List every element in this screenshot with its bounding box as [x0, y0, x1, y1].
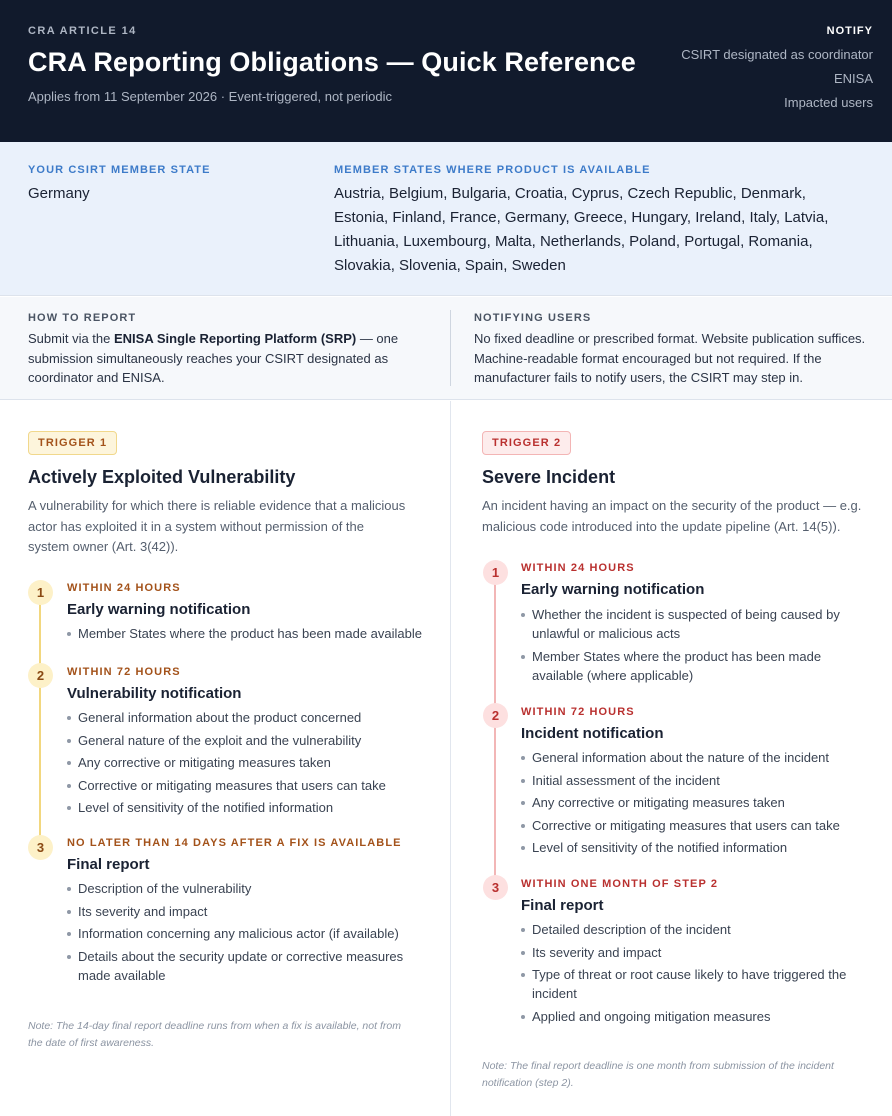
step-items	[521, 605, 866, 688]
list-item: Level of sensitivity of the notified information	[67, 798, 432, 817]
step-deadline: WITHIN 72 HOURS	[67, 666, 181, 678]
step-title: Vulnerability notification	[67, 685, 242, 702]
member-states-value: Austria, Belgium, Bulgaria, Croatia, Cyprus, Czech Republic, Denmark, Estonia, Finland, France, Germany, Greece, Hungary, Ireland, Italy, Latvia, Lithuania, Luxembourg, Malta, Netherlands, Poland, Portugal, Romania, Slovakia, Slovenia, Spain, Sweden	[334, 185, 829, 274]
list-item: Description of the vulnerability	[67, 879, 412, 898]
notifying-users-label: NOTIFYING USERS	[474, 312, 592, 324]
step-items	[67, 708, 432, 821]
step-number: 2	[483, 703, 508, 728]
step-number: 1	[28, 580, 53, 605]
list-item: Any corrective or mitigating measures taken	[521, 793, 866, 812]
trigger-2-note: Note: The final report deadline is one month from submission of the incident notification (step 2).	[482, 1060, 834, 1089]
notify-item: ENISA	[833, 71, 873, 86]
list-item: Its severity and impact	[67, 902, 412, 921]
step-number: 1	[483, 560, 508, 585]
list-item: General nature of the exploit and the vulnerability	[67, 731, 432, 750]
trigger-1-note: Note: The 14-day final report deadline runs from when a fix is available, not from the date of first awareness.	[28, 1020, 401, 1049]
step-number: 3	[28, 835, 53, 860]
section-divider	[450, 310, 451, 386]
step-deadline: WITHIN 24 HOURS	[521, 562, 635, 574]
step-items	[521, 748, 866, 861]
list-item: Details about the security update or corrective measures made available	[67, 947, 412, 985]
page-header	[0, 0, 892, 142]
list-item: Member States where the product has been made available (where applicable)	[521, 647, 866, 685]
step-items	[67, 879, 412, 988]
list-item: Information concerning any malicious actor (if available)	[67, 924, 412, 943]
step-deadline: NO LATER THAN 14 DAYS AFTER A FIX IS AVAILABLE	[67, 837, 402, 849]
list-item: Corrective or mitigating measures that users can take	[67, 776, 432, 795]
step-number: 3	[483, 875, 508, 900]
member-states-label: MEMBER STATES WHERE PRODUCT IS AVAILABLE	[334, 164, 651, 176]
reporting-info-section	[0, 297, 892, 400]
header-eyebrow: CRA ARTICLE 14	[28, 25, 137, 37]
list-item: Type of threat or root cause likely to have triggered the incident	[521, 965, 866, 1003]
step-title: Final report	[67, 856, 150, 873]
list-item: General information about the nature of the incident	[521, 748, 866, 767]
list-item: Applied and ongoing mitigation measures	[521, 1007, 866, 1026]
srp-name: ENISA Single Reporting Platform (SRP)	[114, 331, 357, 346]
trigger-2-badge: TRIGGER 2	[482, 431, 571, 455]
step-number: 2	[28, 663, 53, 688]
how-to-report-text-end: — one submission simultaneously reaches your CSIRT designated as coordinator and ENISA.	[28, 331, 399, 385]
step-title: Incident notification	[521, 725, 664, 742]
list-item: Whether the incident is suspected of being caused by unlawful or malicious acts	[521, 605, 866, 643]
notify-list	[681, 24, 873, 120]
step-title: Final report	[521, 897, 604, 914]
how-to-report-text-start: Submit via the	[28, 331, 114, 346]
notify-item: Impacted users	[784, 95, 873, 110]
timeline-line	[39, 598, 41, 848]
list-item: Any corrective or mitigating measures taken	[67, 753, 432, 772]
step-title: Early warning notification	[67, 601, 251, 618]
trigger-2-title: Severe Incident	[482, 467, 616, 487]
page-subtitle: Applies from 11 September 2026 · Event-triggered, not periodic	[28, 89, 392, 104]
notify-item: CSIRT designated as coordinator	[681, 47, 873, 62]
csirt-value: Germany	[28, 185, 90, 202]
list-item: Detailed description of the incident	[521, 920, 866, 939]
list-item: Initial assessment of the incident	[521, 771, 866, 790]
column-divider	[450, 401, 451, 1116]
page-title: CRA Reporting Obligations — Quick Reference	[28, 47, 636, 77]
member-state-section	[0, 142, 892, 296]
list-item: Member States where the product has been made available	[67, 624, 432, 643]
trigger-1-badge: TRIGGER 1	[28, 431, 117, 455]
how-to-report-label: HOW TO REPORT	[28, 312, 137, 324]
list-item: Corrective or mitigating measures that users can take	[521, 816, 866, 835]
step-deadline: WITHIN ONE MONTH OF STEP 2	[521, 878, 719, 890]
list-item: Its severity and impact	[521, 943, 866, 962]
step-items	[521, 920, 866, 1029]
step-deadline: WITHIN 72 HOURS	[521, 706, 635, 718]
step-title: Early warning notification	[521, 581, 705, 598]
list-item: Level of sensitivity of the notified information	[521, 838, 866, 857]
trigger-2-description: An incident having an impact on the security of the product — e.g. malicious code introduced into the update pipeline (Art. 14(5)).	[482, 498, 862, 534]
step-deadline: WITHIN 24 HOURS	[67, 582, 181, 594]
csirt-label: YOUR CSIRT MEMBER STATE	[28, 164, 211, 176]
trigger-1-description: A vulnerability for which there is reliable evidence that a malicious actor has exploited it in a system without permission of the system owner (Art. 3(42)).	[28, 498, 406, 554]
timeline-line	[494, 580, 496, 880]
notifying-users-text: No fixed deadline or prescribed format. Website publication suffices. Machine-readable format encouraged but not required. If the manufacturer fails to notify users, the CSIRT may step in.	[474, 331, 866, 385]
list-item: General information about the product concerned	[67, 708, 432, 727]
step-items	[67, 624, 432, 647]
trigger-1-title: Actively Exploited Vulnerability	[28, 467, 296, 487]
notify-heading: NOTIFY	[826, 25, 873, 37]
how-to-report-text	[28, 329, 428, 388]
